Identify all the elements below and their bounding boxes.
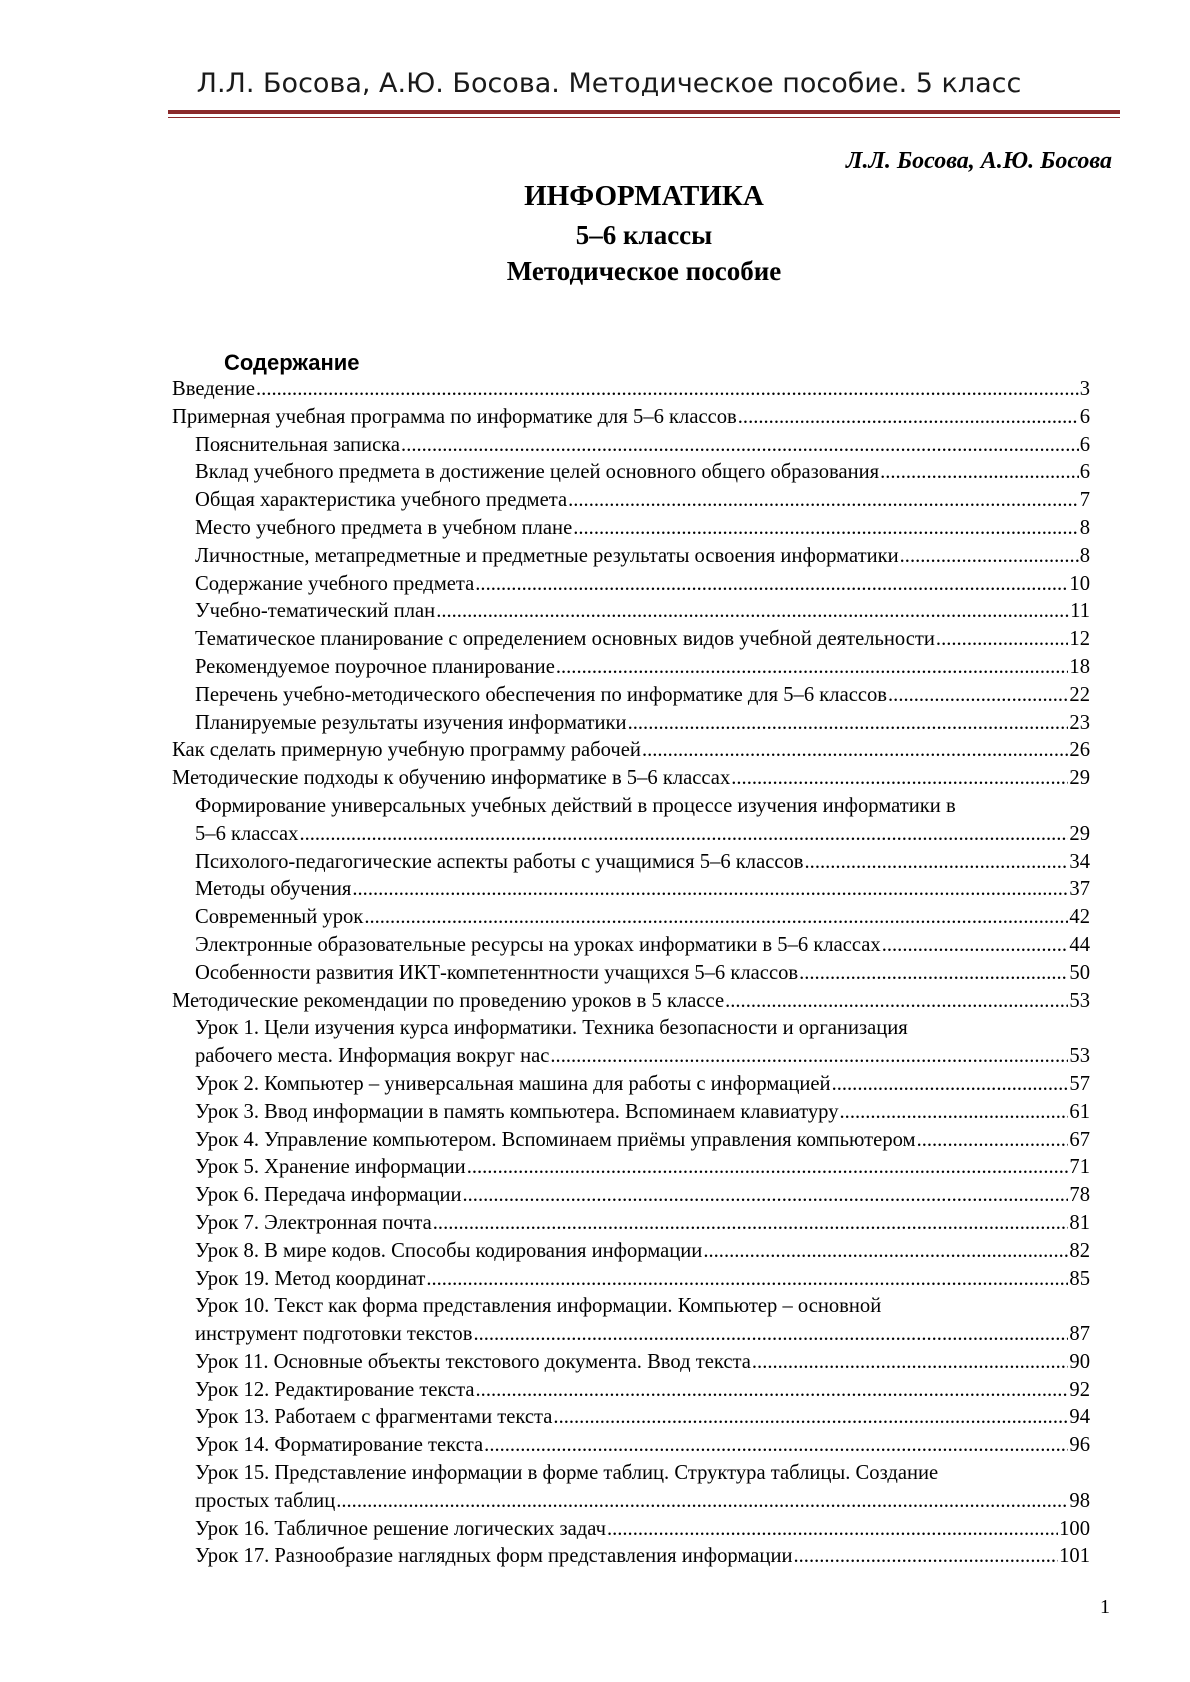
book-subtitle: Методическое пособие <box>506 256 782 286</box>
toc-item-title: Методы обучения <box>195 878 352 901</box>
toc-item-page: 6 <box>1079 461 1090 484</box>
toc-leader-dots <box>568 487 1079 515</box>
toc-item-title: Урок 10. Текст как форма представления информации. Компьютер – основной <box>195 1295 882 1318</box>
toc-item-continuation <box>172 821 1090 849</box>
toc-item <box>172 793 1090 821</box>
toc-leader-dots <box>556 654 1069 682</box>
toc-item-title: Учебно-тематический план <box>195 600 436 623</box>
toc-leader-dots <box>917 1127 1069 1155</box>
toc-item-page: 98 <box>1069 1489 1090 1512</box>
toc-leader-dots <box>832 1071 1069 1099</box>
toc-item-page: 29 <box>1069 767 1090 790</box>
toc-item-page: 8 <box>1079 516 1090 539</box>
toc-item-title: Введение <box>172 378 256 400</box>
toc-item <box>172 1182 1090 1210</box>
toc-item <box>172 710 1090 738</box>
toc-item-title: Планируемые результаты изучения информатики <box>195 711 627 734</box>
toc-item-title: Урок 2. Компьютер – универсальная машина для работы с информацией <box>195 1072 831 1095</box>
toc-item-page: 94 <box>1069 1406 1090 1429</box>
toc-item-title: Урок 14. Форматирование текста <box>195 1434 484 1457</box>
toc-item <box>172 404 1090 432</box>
toc-item-title: Место учебного предмета в учебном плане <box>195 516 573 539</box>
toc-item-page: 37 <box>1069 878 1090 901</box>
toc-item <box>172 765 1090 793</box>
toc-item-page: 11 <box>1070 600 1090 623</box>
toc-item <box>172 571 1090 599</box>
toc-item <box>172 1543 1090 1571</box>
toc-item-continuation <box>172 1488 1090 1516</box>
toc-item-title: Как сделать примерную учебную программу рабочей <box>172 739 641 762</box>
toc-item-title-continuation: простых таблиц <box>195 1489 336 1512</box>
toc-item-page: 61 <box>1069 1100 1090 1123</box>
toc-item <box>172 737 1090 765</box>
toc-item-title: Урок 1. Цели изучения курса информатики. Техника безопасности и организация <box>195 1017 908 1040</box>
toc-item-title: Урок 15. Представление информации в форме таблиц. Структура таблицы. Создание <box>195 1462 939 1485</box>
toc-item-title: Личностные, метапредметные и предметные результаты освоения информатики <box>195 544 899 567</box>
toc-item-title: Урок 16. Табличное решение логических задач <box>195 1517 606 1540</box>
toc-item <box>172 626 1090 654</box>
toc-item-page: 101 <box>1059 1545 1090 1568</box>
toc-item-page: 96 <box>1069 1434 1090 1457</box>
toc-item <box>172 515 1090 543</box>
toc-item-title-continuation: 5–6 классах <box>195 822 299 845</box>
toc-leader-dots <box>880 459 1079 487</box>
toc-item-title: Урок 11. Основные объекты текстового документа. Ввод текста <box>195 1350 751 1373</box>
toc-item <box>172 1432 1090 1460</box>
toc-item-page: 7 <box>1079 489 1090 512</box>
toc-item <box>172 487 1090 515</box>
toc-item <box>172 988 1090 1016</box>
toc-item-page: 10 <box>1069 572 1090 595</box>
toc-item <box>172 1404 1090 1432</box>
toc-leader-dots <box>840 1099 1069 1127</box>
toc-item-page: 26 <box>1069 739 1090 762</box>
toc-item-page: 87 <box>1069 1323 1090 1346</box>
toc-item <box>172 849 1090 877</box>
toc-item-page: 53 <box>1069 1045 1090 1068</box>
toc-item-page: 82 <box>1069 1239 1090 1262</box>
toc-leader-dots <box>805 849 1069 877</box>
toc-item-page: 29 <box>1069 822 1090 845</box>
toc-item-title: Методические подходы к обучению информатике в 5–6 классах <box>172 767 731 790</box>
toc-leader-dots <box>553 1404 1068 1432</box>
toc-item-page: 53 <box>1069 989 1090 1012</box>
toc-item <box>172 960 1090 988</box>
toc-item <box>172 1266 1090 1294</box>
toc-item-title: Урок 6. Передача информации <box>195 1184 462 1207</box>
toc-leader-dots <box>436 598 1069 626</box>
authors: Л.Л. Босова, А.Ю. Босова <box>845 148 1112 174</box>
toc-item <box>172 432 1090 460</box>
toc-item-title: Общая характеристика учебного предмета <box>195 489 568 512</box>
toc-leader-dots <box>882 932 1069 960</box>
toc-item <box>172 1154 1090 1182</box>
toc-item <box>172 876 1090 904</box>
toc-item-page: 8 <box>1079 544 1090 567</box>
toc-item-page: 90 <box>1069 1350 1090 1373</box>
toc-item-title-continuation: рабочего места. Информация вокруг нас <box>195 1045 550 1068</box>
toc-leader-dots <box>573 515 1078 543</box>
toc-item-title: Урок 8. В мире кодов. Способы кодирования информации <box>195 1239 703 1262</box>
toc-item-title: Урок 12. Редактирование текста <box>195 1378 475 1401</box>
toc-leader-dots <box>299 821 1068 849</box>
toc-item-title: Урок 17. Разнообразие наглядных форм представления информации <box>195 1545 793 1568</box>
toc-leader-dots <box>476 1377 1069 1405</box>
toc-item-title: Урок 5. Хранение информации <box>195 1156 466 1179</box>
toc-item-page: 78 <box>1069 1184 1090 1207</box>
toc-item <box>172 1460 1090 1488</box>
running-header: Л.Л. Босова, А.Ю. Босова. Методическое пособие. 5 класс <box>196 68 1022 99</box>
toc-leader-dots <box>433 1210 1069 1238</box>
toc-item-title: Урок 3. Ввод информации в память компьютера. Вспоминаем клавиатуру <box>195 1100 839 1123</box>
toc-item-title: Урок 4. Управление компьютером. Вспоминаем приёмы управления компьютером <box>195 1128 916 1151</box>
header-rule-thin <box>168 117 1120 118</box>
toc-heading: Содержание <box>224 350 360 375</box>
toc-item-title: Содержание учебного предмета <box>195 572 475 595</box>
toc-item-page: 100 <box>1059 1517 1090 1540</box>
toc-leader-dots <box>475 571 1068 599</box>
toc-leader-dots <box>799 960 1068 988</box>
book-title: ИНФОРМАТИКА <box>524 180 764 212</box>
toc-item-page: 12 <box>1069 628 1090 651</box>
toc-item <box>172 682 1090 710</box>
toc-item-title: Современный урок <box>195 906 364 929</box>
toc-item-title: Урок 19. Метод координат <box>195 1267 426 1290</box>
toc-item-title: Урок 13. Работаем с фрагментами текста <box>195 1406 553 1429</box>
toc-item-title: Пояснительная записка <box>195 433 401 456</box>
toc-item-title: Урок 7. Электронная почта <box>195 1211 432 1234</box>
toc-leader-dots <box>936 626 1068 654</box>
toc-item-page: 23 <box>1069 711 1090 734</box>
toc-leader-dots <box>794 1543 1059 1571</box>
toc-item <box>172 1293 1090 1321</box>
toc-item-page: 6 <box>1079 433 1090 456</box>
toc-item <box>172 1099 1090 1127</box>
toc-item-page: 85 <box>1069 1267 1090 1290</box>
toc-item-page: 34 <box>1069 850 1090 873</box>
toc-item <box>172 904 1090 932</box>
toc-item-title: Примерная учебная программа по информатике для 5–6 классов <box>172 405 737 428</box>
toc-item-title: Рекомендуемое поурочное планирование <box>195 655 555 678</box>
toc-leader-dots <box>473 1321 1068 1349</box>
toc-item-page: 71 <box>1069 1156 1090 1179</box>
toc-leader-dots <box>725 988 1068 1016</box>
toc-item <box>172 1071 1090 1099</box>
toc-item-page: 6 <box>1079 405 1090 428</box>
toc-item-title: Вклад учебного предмета в достижение целей основного общего образования <box>195 461 880 484</box>
toc-item <box>172 1238 1090 1266</box>
toc-item <box>172 1015 1090 1043</box>
toc-item <box>172 1516 1090 1544</box>
toc-item-continuation <box>172 1321 1090 1349</box>
toc-item-page: 18 <box>1069 655 1090 678</box>
toc-item-page: 92 <box>1069 1378 1090 1401</box>
toc-item-continuation <box>172 1043 1090 1071</box>
toc-leader-dots <box>642 737 1068 765</box>
toc-leader-dots <box>352 876 1068 904</box>
toc-item <box>172 654 1090 682</box>
toc-item <box>172 376 1090 404</box>
toc-leader-dots <box>900 543 1079 571</box>
toc-leader-dots <box>484 1432 1068 1460</box>
toc-leader-dots <box>463 1182 1069 1210</box>
toc-item-page: 44 <box>1069 933 1090 956</box>
toc-leader-dots <box>426 1266 1068 1294</box>
toc-leader-dots <box>628 710 1069 738</box>
page-number: 1 <box>1100 1596 1110 1618</box>
toc-item-page: 67 <box>1069 1128 1090 1151</box>
toc-item-page: 57 <box>1069 1072 1090 1095</box>
toc-leader-dots <box>550 1043 1068 1071</box>
toc-item <box>172 932 1090 960</box>
toc-item-page: 50 <box>1069 961 1090 984</box>
toc-leader-dots <box>738 404 1079 432</box>
toc-item-title-continuation: инструмент подготовки текстов <box>195 1323 473 1346</box>
table-of-contents <box>172 376 1090 1571</box>
toc-item <box>172 1377 1090 1405</box>
toc-leader-dots <box>731 765 1068 793</box>
toc-item-title: Формирование универсальных учебных действий в процессе изучения информатики в <box>195 794 956 817</box>
toc-item-title: Методические рекомендации по проведению уроков в 5 классе <box>172 989 725 1012</box>
toc-item-page: 3 <box>1079 378 1090 400</box>
toc-item <box>172 459 1090 487</box>
book-grades: 5–6 классы <box>575 220 713 250</box>
toc-item-title: Психолого-педагогические аспекты работы с учащимися 5–6 классов <box>195 850 804 873</box>
toc-leader-dots <box>364 904 1068 932</box>
toc-item-page: 81 <box>1069 1211 1090 1234</box>
toc-leader-dots <box>888 682 1068 710</box>
toc-leader-dots <box>336 1488 1068 1516</box>
toc-item <box>172 543 1090 571</box>
header-rule-thick <box>168 110 1120 114</box>
toc-leader-dots <box>467 1154 1069 1182</box>
toc-item <box>172 1127 1090 1155</box>
toc-item-title: Электронные образовательные ресурсы на уроках информатики в 5–6 классах <box>195 933 881 956</box>
toc-item-title: Перечень учебно-методического обеспечения по информатике для 5–6 классов <box>195 683 888 706</box>
toc-item <box>172 1349 1090 1377</box>
toc-item <box>172 1210 1090 1238</box>
toc-leader-dots <box>401 432 1079 460</box>
toc-item <box>172 598 1090 626</box>
toc-leader-dots <box>256 376 1079 404</box>
toc-item-page: 22 <box>1069 683 1090 706</box>
toc-leader-dots <box>607 1516 1058 1544</box>
toc-item-title: Тематическое планирование с определением основных видов учебной деятельности <box>195 628 935 651</box>
toc-item-page: 42 <box>1069 906 1090 929</box>
toc-leader-dots <box>703 1238 1068 1266</box>
toc-item-title: Особенности развития ИКТ-компетеннтности учащихся 5–6 классов <box>195 961 799 984</box>
toc-leader-dots <box>752 1349 1069 1377</box>
